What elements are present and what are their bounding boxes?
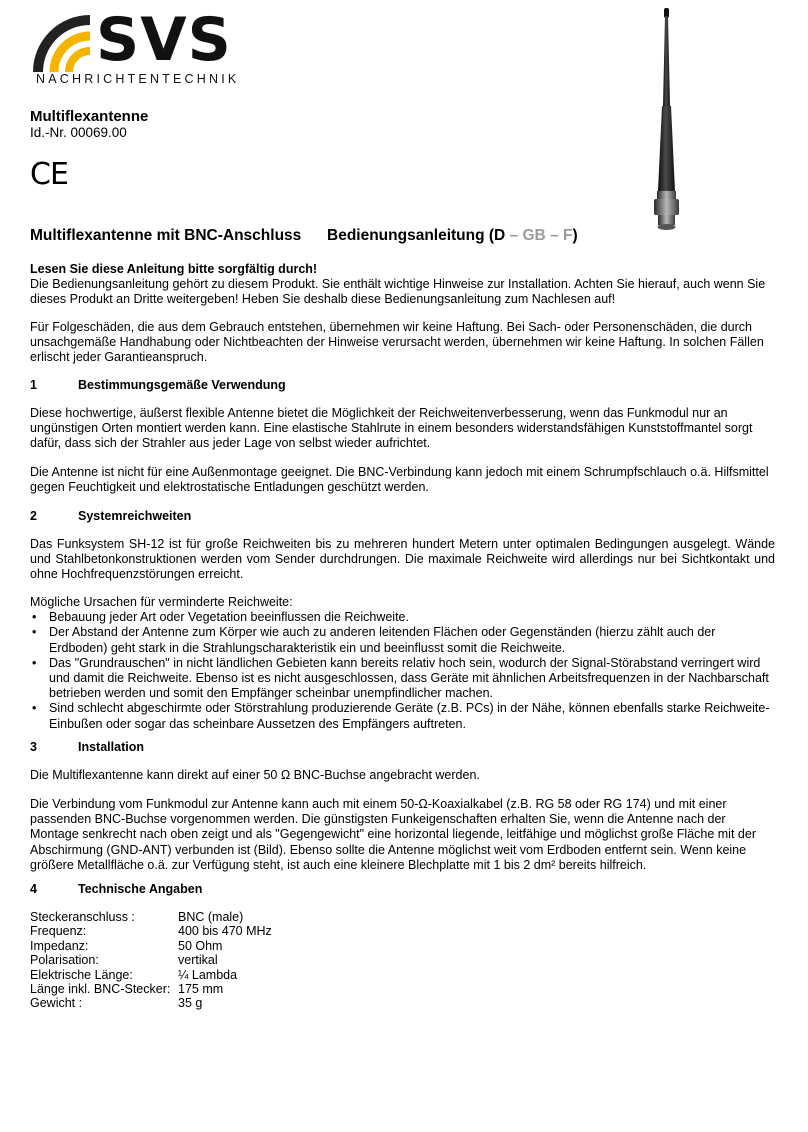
spec-value: ¼ Lambda [178, 967, 238, 982]
spec-key: Gewicht : [30, 996, 83, 1011]
table-row [30, 924, 272, 938]
section-2-title: Systemreichweiten [78, 509, 192, 523]
list-item: • Der Abstand der Antenne zum Körper wie auch zu anderen leitenden Flächen oder Gegenständen (hierzu zählt auch der Erdboden) geht stark in die Strahlungscharakteristik ein und beeinflusst somit die Reichweite. [30, 625, 775, 655]
product-title: Multiflexantenne [30, 108, 149, 125]
list-item: • Bebauung jeder Art oder Vegetation beeinflussen die Reichweite. [30, 610, 775, 625]
intro-paragraph-1: Die Bedienungsanleitung gehört zu diesem Produkt. Sie enthält wichtige Hinweise zur Installation. Achten Sie hierauf, auch wenn Sie dieses Produkt an Dritte weitergeben! Heben Sie deshalb diese Bedienungsanleitung zum Nachlesen auf! [30, 277, 766, 307]
spec-table [30, 910, 272, 1011]
intro-block [30, 262, 775, 308]
table-row [30, 982, 272, 996]
table-row [30, 968, 272, 982]
section-2-heading [30, 509, 191, 523]
section-1-number: 1 [30, 378, 37, 392]
manual-heading [327, 227, 578, 245]
section-3-paragraph-1: Die Multiflexantenne kann direkt auf einer 50 Ω BNC-Buchse angebracht werden. [30, 768, 480, 782]
manual-heading-f: F [562, 227, 573, 244]
section-3-title: Installation [78, 740, 144, 754]
logo-subtitle: NACHRICHTENTECHNIK [36, 72, 240, 86]
reach-causes-list [30, 610, 775, 732]
table-row [30, 939, 272, 953]
spec-value: BNC (male) [178, 910, 244, 924]
intro-paragraph-2: Für Folgeschäden, die aus dem Gebrauch entstehen, übernehmen wir keine Haftung. Bei Sach- oder Personenschäden, die durch unsachgemäße Handhabung oder Nichtbeachten der Hinweise verursacht werden, übernehmen wir keine Haftung. In solchen Fällen erlischt jeder Garantieanspruch. [30, 320, 764, 365]
section-2-paragraph-1: Das Funksystem SH-12 ist für große Reichweiten bis zu mehreren hundert Metern unter optimalen Bedingungen ausgelegt. Wände und Stahlbetonkonstruktionen werden vom Sender durchdrungen. Die maximale Reichweite wird allerdings nur bei Sichtkontakt und ohne Hochfrequenzstörungen erreicht. [30, 537, 775, 582]
manual-heading-gb: – GB – [505, 227, 563, 244]
spec-key: Steckeranschluss : [30, 910, 135, 924]
section-1-paragraph-2: Die Antenne ist nicht für eine Außenmontage geeignet. Die BNC-Verbindung kann jedoch mit einem Schrumpfschlauch o.ä. Hilfsmittel gegen Feuchtigkeit und elektrostatische Entladungen geschützt werden. [30, 465, 769, 495]
section-4-title: Technische Angaben [78, 882, 203, 896]
spec-value: 400 bis 470 MHz [178, 924, 272, 939]
section-4-heading [30, 882, 202, 896]
spec-key: Länge inkl. BNC-Stecker: [30, 982, 171, 997]
intro-warning: Lesen Sie diese Anleitung bitte sorgfältig durch! [30, 262, 318, 276]
ce-mark: CE [30, 157, 68, 192]
table-row [30, 953, 272, 967]
list-item: • Sind schlecht abgeschirmte oder Störstrahlung produzierende Geräte (z.B. PCs) in der Nähe, können ebenfalls starke Reichweite-Einbußen oder sogar das scheinbare Aussetzen des Empfängers auftreten. [30, 701, 775, 731]
product-id: Id.-Nr. 00069.00 [30, 125, 127, 140]
section-4-number: 4 [30, 882, 37, 896]
manual-heading-prefix: Bedienungsanleitung (D [327, 227, 506, 244]
spec-key: Elektrische Länge: [30, 967, 133, 982]
spec-key: Frequenz: [30, 924, 87, 939]
table-row [30, 910, 272, 924]
spec-value: vertikal [178, 953, 218, 968]
spec-value: 175 mm [178, 982, 224, 997]
table-row [30, 996, 272, 1010]
spec-value: 50 Ohm [178, 938, 223, 953]
section-2-number: 2 [30, 509, 37, 523]
spec-key: Polarisation: [30, 953, 99, 968]
section-2-list [30, 595, 775, 732]
logo-wordmark: SVS [96, 5, 232, 75]
section-1-paragraph-1: Diese hochwertige, äußerst flexible Antenne bietet die Möglichkeit der Reichweitenverbesserung, wenn das Funkmodul nur an ungünstigen Orten montiert werden kann. Eine elastische Stahlrute in einem besonders widerstandsfähigen Kunststoffmantel sorgt dafür, dass sich der Strahler aus jeder Lage von selbst wieder aufrichtet. [30, 406, 753, 451]
section-3-paragraph-2: Die Verbindung vom Funkmodul zur Antenne kann auch mit einem 50-Ω-Koaxialkabel (z.B. RG 58 oder RG 174) und mit einer passenden BNC-Buchse vorgenommen werden. Die günstigsten Funkeigenschaften erhalten Sie, wenn die Antenne nach der Montage senkrecht nach oben zeigt und als "Gegengewicht" eine horizontal liegende, leitfähige und möglichst große Fläche mit der Abschirmung (GND-ANT) verbunden ist (Bild). Ebenso sollte die Antenne möglichst weit vom Erdboden entfernt sein. Wenn keine größere Metallfläche o.ä. zur Verfügung steht, ist auch eine kleinere Blechplatte mit 1 bis 2 dm² bereits hilfreich. [30, 797, 756, 872]
section-3-heading [30, 740, 144, 754]
list-item: • Das "Grundrauschen" in nicht ländlichen Gebieten kann bereits relativ hoch sein, wodurch der Signal-Störabstand verringert wird und damit die Reichweite. Ebenso ist es nicht ausgeschlossen, dass Geräte mit ähnlichen Arbeitsfrequenzen in der Nachbarschaft betrieben werden und somit den Empfänger scheinbar unempfindlicher machen. [30, 656, 775, 702]
antenna-photo [615, 6, 727, 232]
spec-key: Impedanz: [30, 938, 89, 953]
section-3-number: 3 [30, 740, 37, 754]
section-1-title: Bestimmungsgemäße Verwendung [78, 378, 286, 392]
main-heading: Multiflexantenne mit BNC-Anschluss [30, 227, 302, 244]
manual-heading-close: ) [572, 227, 578, 244]
section-2-list-intro: Mögliche Ursachen für verminderte Reichweite: [30, 595, 293, 609]
section-1-heading [30, 378, 286, 392]
spec-value: 35 g [178, 996, 203, 1011]
